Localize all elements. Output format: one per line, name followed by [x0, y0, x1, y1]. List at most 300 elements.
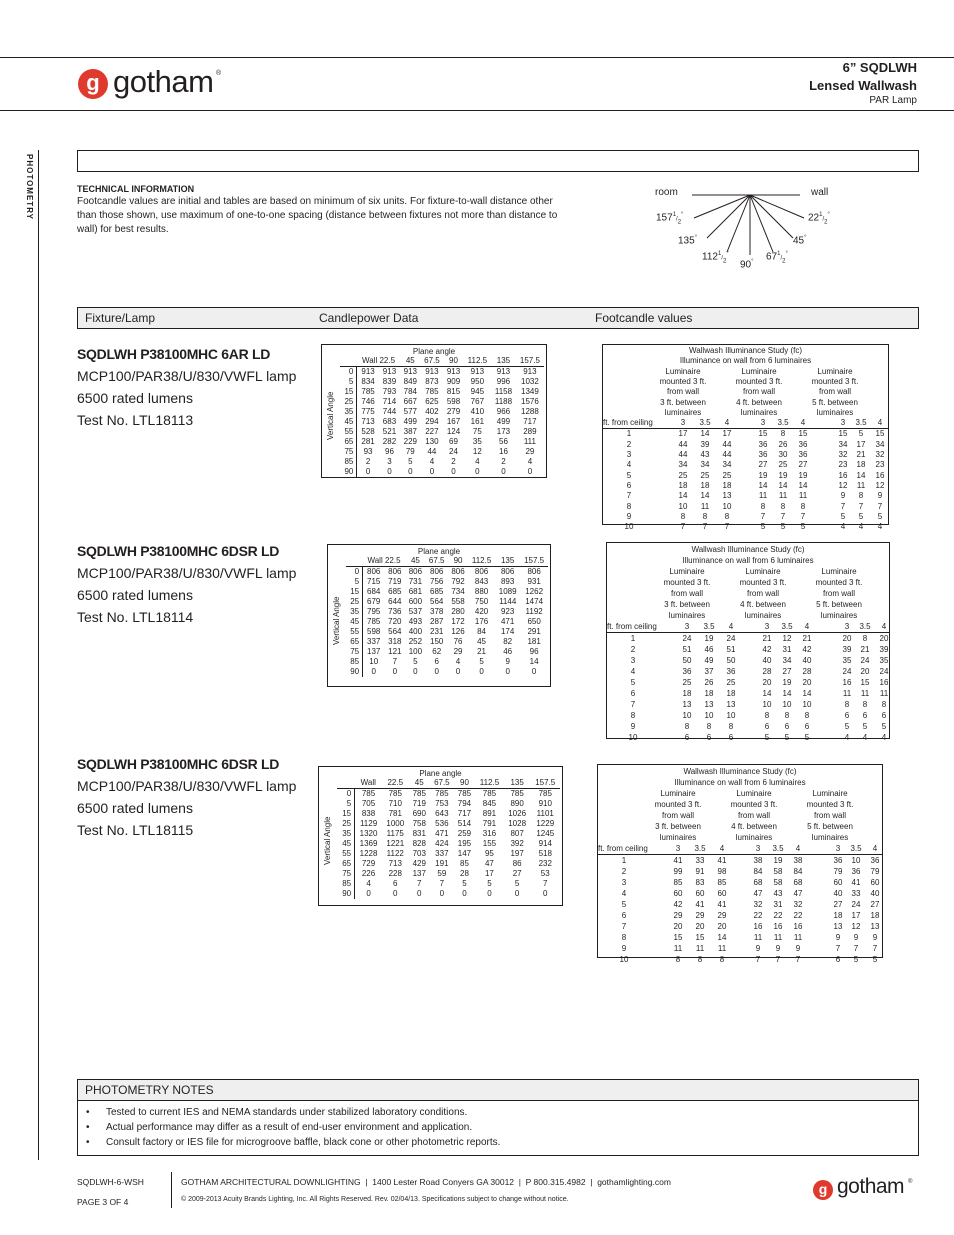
fc-title2: Illuminance on wall from 6 luminaires — [674, 778, 806, 787]
cp-cell: 729 — [361, 859, 376, 868]
fc-cell: 11 — [700, 501, 710, 511]
fc-cell: 25 — [726, 678, 736, 687]
fc-cell: 8 — [780, 429, 786, 439]
cp-cell: 794 — [457, 799, 472, 808]
cp-cell: 643 — [435, 809, 449, 818]
fc-cell: 18 — [700, 480, 710, 490]
fc-sub-header: 3.5 — [859, 622, 871, 631]
fc-group-header: from wall — [661, 811, 694, 820]
cp-cell: 195 — [457, 839, 472, 848]
cp-cell: 4 — [455, 657, 461, 666]
cp-cell: 681 — [408, 587, 423, 596]
cp-cell: 849 — [403, 377, 417, 386]
footer-logo-icon: g — [813, 1180, 833, 1200]
fc-cell: 41 — [695, 900, 705, 909]
fc-cell: 40 — [870, 889, 880, 898]
cp-cell: 1349 — [521, 387, 539, 396]
fc-cell: 85 — [717, 878, 727, 887]
cp-cell: 172 — [451, 617, 465, 626]
cp-cell: 75 — [346, 647, 363, 657]
fc-cell: 22 — [753, 911, 763, 920]
cp-cell: 913 — [425, 367, 439, 376]
fc-group-header: from wall — [670, 589, 703, 598]
fc-cell: 18 — [856, 460, 866, 470]
cp-cell: 807 — [510, 829, 524, 838]
fc-cell: 12 — [838, 480, 848, 490]
fc-group-header: 5 ft. between — [807, 822, 853, 831]
cp-cell: 0 — [475, 467, 480, 476]
fc-cell: 14 — [798, 480, 808, 490]
cp-cell: 0 — [393, 889, 398, 898]
fc-cell: 21 — [802, 634, 812, 643]
fc-cell: 10 — [678, 501, 688, 511]
fc-sub-header: 4 — [881, 622, 887, 631]
cp-row — [340, 437, 544, 447]
fc-title1: Wallwash Illuminance Study (fc) — [683, 767, 797, 776]
fc-cell: 25 — [700, 470, 710, 480]
cp-header-row — [337, 778, 560, 789]
cp-cell: 4 — [475, 457, 480, 466]
fc-cell: 13 — [726, 700, 736, 709]
fc-group-header: luminaires — [735, 833, 773, 842]
fc-group-header: from wall — [746, 589, 779, 598]
fc-sub-header: 3.5 — [703, 622, 715, 631]
fc-cell: 7 — [872, 944, 878, 953]
fc-cell: 36 — [682, 667, 692, 676]
fc-cell: 8 — [626, 501, 632, 511]
fc-cell: 60 — [870, 878, 880, 887]
cp-cell: 731 — [408, 577, 423, 586]
cp-cell: 0 — [417, 889, 422, 898]
cp-cell: 55 — [340, 427, 357, 437]
cp-cell: 781 — [388, 809, 402, 818]
fc-cell: 13 — [870, 922, 880, 931]
fc-cell: 5 — [881, 722, 887, 731]
page-title-line2: Lensed Wallwash — [809, 78, 917, 93]
fc-cell: 60 — [695, 889, 705, 898]
cp-cell: 713 — [388, 859, 402, 868]
fc-cell: 2 — [621, 867, 627, 876]
fc-group-header: Luminaire — [665, 366, 701, 376]
plane-angle-label: Plane angle — [417, 547, 461, 556]
fc-sub-header: 4 — [877, 418, 883, 428]
cp-cell: 910 — [538, 799, 552, 808]
cp-cell: 625 — [425, 397, 439, 406]
fc-group-header: Luminaire — [745, 567, 781, 576]
fc-cell: 14 — [700, 429, 710, 439]
fc-cell: 5 — [626, 470, 632, 480]
fc-cell: 7 — [724, 522, 730, 532]
fc-cell: 32 — [875, 450, 885, 459]
fc-cell: 9 — [853, 933, 859, 942]
fc-sub-header: 3.5 — [694, 844, 706, 853]
fc-cell: 9 — [775, 944, 781, 953]
cp-cell: 1320 — [359, 829, 378, 838]
fc-cell: 6 — [784, 722, 790, 731]
cp-header-cell: 67.5 — [434, 778, 450, 787]
cp-row — [340, 447, 544, 457]
footcandle-table — [602, 344, 889, 532]
fc-group-header: Luminaire — [669, 567, 705, 576]
fc-cell: 10 — [726, 711, 736, 720]
fc-cell: 28 — [762, 667, 772, 676]
cp-row — [340, 387, 544, 397]
fc-cell: 60 — [673, 889, 683, 898]
fc-group-header: from wall — [737, 811, 770, 820]
cp-cell: 891 — [482, 809, 497, 818]
cp-cell: 197 — [510, 849, 524, 858]
fc-cell: 16 — [842, 678, 852, 687]
fc-cell: 31 — [782, 645, 792, 654]
cp-cell: 528 — [361, 427, 375, 436]
cp-cell: 1089 — [498, 587, 517, 596]
fc-cell: 38 — [793, 856, 803, 865]
cp-cell: 5 — [514, 879, 520, 888]
fc-cell: 18 — [682, 689, 692, 698]
cp-header-blank — [346, 556, 363, 567]
cp-header-cell: 157.5 — [535, 778, 556, 787]
fc-cell: 68 — [753, 878, 763, 887]
cp-cell: 785 — [361, 387, 375, 396]
cp-cell: 5 — [340, 377, 357, 387]
fc-cell: 7 — [840, 501, 846, 511]
product-test: Test No. LTL18114 — [77, 609, 194, 625]
cp-cell: 471 — [500, 617, 515, 626]
cp-cell: 0 — [392, 667, 398, 676]
cp-cell: 90 — [340, 467, 357, 477]
cp-cell: 909 — [446, 377, 461, 386]
fc-sub-header: 3 — [835, 844, 841, 853]
fc-cell: 8 — [764, 711, 770, 720]
cp-cell: 410 — [470, 407, 485, 416]
fc-cell: 36 — [726, 667, 736, 676]
fc-cell: 34 — [782, 656, 792, 665]
cp-cell: 35 — [472, 437, 482, 446]
cp-header-cell: Wall 22.5 — [361, 356, 396, 365]
fc-group-header: mounted 3 ft. — [806, 800, 854, 809]
cp-cell: 966 — [496, 407, 511, 416]
fc-cell: 31 — [773, 900, 783, 909]
fc-group-header: Luminaire — [821, 567, 857, 576]
fc-sub-header: 3 — [684, 622, 690, 631]
fc-group-header: 3 ft. between — [660, 397, 706, 407]
cp-cell: 834 — [361, 377, 375, 386]
cp-row — [346, 607, 548, 617]
cp-cell: 514 — [457, 819, 472, 828]
candlepower-table — [327, 544, 551, 687]
cp-cell: 785 — [425, 387, 439, 396]
fc-cell: 15 — [695, 933, 705, 942]
angle-diagram — [640, 180, 850, 280]
cp-cell: 287 — [430, 617, 444, 626]
cp-cell: 231 — [430, 627, 444, 636]
fc-cell: 10 — [628, 733, 638, 742]
fc-cell: 8 — [675, 955, 681, 964]
fc-cell: 51 — [682, 645, 692, 654]
fc-cell: 21 — [856, 450, 866, 459]
cp-cell: 558 — [451, 597, 465, 606]
cp-cell: 65 — [340, 437, 357, 447]
fc-sub-header: 3.5 — [781, 622, 793, 631]
cp-cell: 710 — [388, 799, 402, 808]
fc-cell: 20 — [802, 678, 812, 687]
cp-cell: 46 — [503, 647, 513, 656]
fc-cell: 11 — [773, 933, 783, 942]
cp-cell: 75 — [472, 427, 482, 436]
cp-cell: 931 — [527, 577, 541, 586]
fc-cell: 8 — [862, 634, 868, 643]
cp-cell: 7 — [439, 879, 445, 888]
product-test: Test No. LTL18115 — [77, 822, 194, 838]
fc-cell: 36 — [758, 439, 768, 449]
cp-cell: 318 — [388, 637, 402, 646]
cp-cell: 0 — [455, 667, 461, 676]
cp-cell: 1032 — [521, 377, 539, 386]
cp-cell: 667 — [403, 397, 417, 406]
vertical-angle-label: Vertical Angle — [332, 596, 341, 645]
cp-cell: 176 — [474, 617, 489, 626]
fc-cell: 84 — [793, 867, 803, 876]
fc-cell: 9 — [835, 933, 841, 942]
fc-cell: 51 — [726, 645, 736, 654]
cp-cell: 913 — [361, 367, 375, 376]
cp-cell: 93 — [363, 447, 373, 456]
cp-cell: 734 — [451, 587, 465, 596]
fc-cell: 19 — [778, 470, 788, 480]
fc-cell: 8 — [724, 511, 730, 521]
cp-cell: 229 — [403, 437, 417, 446]
fc-cell: 1 — [621, 856, 627, 865]
fc-cell: 13 — [722, 491, 732, 501]
cp-cell: 44 — [427, 447, 437, 456]
cp-cell: 756 — [430, 577, 444, 586]
cp-cell: 5 — [408, 457, 413, 466]
fc-cell: 5 — [630, 678, 636, 687]
fc-cell: 41 — [717, 856, 727, 865]
cp-cell: 815 — [446, 387, 461, 396]
fc-cell: 8 — [680, 511, 686, 521]
fc-cell: 4 — [858, 522, 864, 532]
fc-cell: 41 — [851, 878, 861, 887]
cp-row — [346, 597, 548, 607]
cp-cell: 84 — [477, 627, 487, 636]
note-item: • Tested to current IES and NEMA standards under stabilized laboratory conditions. — [78, 1105, 500, 1120]
footer-divider — [171, 1172, 172, 1208]
cp-row — [337, 839, 560, 849]
fc-sub-header: 4 — [872, 844, 878, 853]
footcandle-table — [597, 764, 883, 964]
cp-row — [340, 417, 544, 427]
side-label: PHOTOMETRY — [25, 154, 34, 221]
cp-cell: 14 — [529, 657, 539, 666]
fc-cell: 25 — [722, 470, 732, 480]
cp-cell: 913 — [523, 367, 537, 376]
fc-cell: 5 — [872, 955, 878, 964]
fc-group-header: Luminaire — [660, 789, 696, 798]
cp-cell: 0 — [527, 467, 533, 476]
fc-cell: 36 — [798, 439, 808, 449]
cp-cell: 35 — [346, 607, 363, 617]
fc-cell: 40 — [802, 656, 812, 665]
tech-info-title: TECHNICAL INFORMATION — [77, 184, 195, 194]
fc-cell: 32 — [793, 900, 803, 909]
fc-cell: 4 — [877, 522, 883, 532]
cp-cell: 471 — [435, 829, 449, 838]
fc-cell: 41 — [717, 900, 727, 909]
fc-cell: 26 — [704, 678, 714, 687]
angle-135-label: 135° — [678, 235, 698, 247]
footer-brand-reg: ® — [908, 1179, 913, 1185]
cp-cell: 0 — [501, 467, 506, 476]
fc-cell: 22 — [773, 911, 783, 920]
cp-cell: 85 — [346, 657, 363, 667]
fc-group-header: 3 ft. between — [664, 600, 710, 609]
notes-bar — [77, 1079, 919, 1101]
cp-cell: 0 — [479, 667, 484, 676]
cp-header-cell: 135 — [500, 556, 515, 565]
cp-cell: 85 — [460, 859, 469, 868]
vertical-angle-label: Vertical Angle — [326, 391, 335, 440]
fc-cell: 7 — [775, 955, 781, 964]
cp-cell: 85 — [340, 457, 357, 467]
fc-sub-header: 3 — [764, 622, 770, 631]
fc-cell: 29 — [717, 911, 727, 920]
cp-cell: 259 — [457, 829, 472, 838]
fc-cell: 60 — [833, 878, 843, 887]
fc-cell: 37 — [704, 667, 714, 676]
fc-cell: 7 — [760, 511, 766, 521]
cp-cell: 564 — [430, 597, 444, 606]
fc-cell: 23 — [838, 460, 848, 470]
fc-cell: 20 — [695, 922, 705, 931]
fc-cell: 25 — [678, 470, 688, 480]
cp-cell: 7 — [392, 657, 398, 666]
fc-cell: 28 — [802, 667, 812, 676]
cp-header-blank — [337, 778, 355, 789]
fc-cell: 6 — [862, 711, 868, 720]
cp-cell: 95 — [484, 849, 494, 858]
note-item: • Consult factory or IES file for microgroove baffle, black cone or other photometric reports. — [78, 1135, 500, 1150]
cp-cell: 45 — [346, 617, 363, 627]
cp-row — [346, 667, 548, 677]
cp-cell: 831 — [412, 829, 426, 838]
cp-cell: 282 — [382, 437, 397, 446]
fc-row-label: ft. from ceiling — [598, 844, 648, 853]
cp-cell: 55 — [337, 849, 355, 859]
fc-sub-header: 3.5 — [777, 418, 789, 428]
fc-cell: 35 — [879, 656, 889, 665]
cp-cell: 806 — [500, 567, 515, 576]
cp-row — [346, 577, 548, 587]
cp-cell: 913 — [496, 367, 511, 376]
fc-sub-header: 3 — [760, 418, 766, 428]
cp-cell: 59 — [437, 869, 447, 878]
fc-cell: 11 — [753, 933, 763, 942]
fc-cell: 17 — [856, 439, 866, 449]
fc-cell: 4 — [881, 733, 887, 742]
cp-cell: 232 — [538, 859, 552, 868]
cp-header-cell: 45 — [405, 356, 415, 365]
cp-cell: 150 — [430, 637, 444, 646]
fc-cell: 10 — [682, 711, 692, 720]
cp-cell: 1129 — [359, 819, 378, 828]
cp-cell: 1262 — [525, 587, 544, 596]
fc-cell: 15 — [838, 429, 848, 439]
fc-group-header: mounted 3 ft. — [815, 578, 863, 587]
cp-cell: 893 — [500, 577, 515, 586]
cp-cell: 126 — [451, 627, 465, 636]
cp-row — [337, 859, 560, 869]
cp-cell: 65 — [346, 637, 363, 647]
cp-cell: 5 — [462, 879, 467, 888]
col-footcandle: Footcandle values — [595, 311, 693, 325]
product-lumens: 6500 rated lumens — [77, 800, 193, 816]
fc-cell: 20 — [860, 667, 870, 676]
cp-header-cell: 157.5 — [519, 356, 540, 365]
fc-cell: 85 — [673, 878, 683, 887]
fc-group-header: from wall — [666, 387, 699, 397]
cp-cell: 1175 — [386, 829, 404, 838]
cp-cell: 785 — [435, 789, 449, 798]
fc-cell: 19 — [773, 856, 783, 865]
cp-cell: 785 — [510, 789, 524, 798]
fc-cell: 4 — [862, 733, 868, 742]
cp-cell: 499 — [496, 417, 511, 426]
cp-cell: 996 — [496, 377, 511, 386]
cp-cell: 167 — [446, 417, 461, 426]
brand-name: gotham — [113, 64, 214, 99]
cp-cell: 0 — [346, 567, 363, 578]
cp-cell: 767 — [470, 397, 485, 406]
fc-cell: 18 — [722, 480, 732, 490]
cp-cell: 828 — [412, 839, 426, 848]
fc-cell: 15 — [673, 933, 683, 942]
fc-cell: 8 — [804, 711, 810, 720]
cp-header-row — [340, 356, 544, 367]
product-lamp: MCP100/PAR38/U/830/VWFL lamp — [77, 778, 297, 794]
cp-cell: 137 — [412, 869, 426, 878]
fc-sub-header: 4 — [724, 418, 730, 428]
candlepower-grid — [346, 556, 548, 677]
fc-cell: 27 — [798, 460, 808, 470]
fc-group-header: luminaires — [740, 407, 778, 417]
cp-cell: 753 — [435, 799, 449, 808]
cp-cell: 715 — [367, 577, 381, 586]
fc-cell: 10 — [619, 955, 629, 964]
fc-cell: 8 — [862, 700, 868, 709]
cp-cell: 0 — [366, 889, 371, 898]
cp-cell: 56 — [499, 437, 508, 446]
cp-cell: 1188 — [494, 397, 513, 406]
fc-group-header: luminaires — [659, 833, 697, 842]
fc-cell: 34 — [875, 439, 885, 449]
cp-cell: 750 — [474, 597, 489, 606]
cp-cell: 806 — [388, 567, 402, 576]
cp-header-cell: 67.5 — [424, 356, 440, 365]
fc-cell: 7 — [626, 491, 632, 501]
fc-group-header: 4 ft. between — [731, 822, 777, 831]
fc-cell: 9 — [795, 944, 801, 953]
fc-cell: 6 — [881, 711, 887, 720]
fc-cell: 9 — [630, 722, 636, 731]
cp-header-cell: 112.5 — [471, 556, 492, 565]
fc-cell: 15 — [798, 429, 808, 439]
fc-cell: 46 — [704, 645, 714, 654]
fc-cell: 8 — [858, 491, 864, 501]
cp-cell: 25 — [337, 819, 355, 829]
fc-cell: 50 — [682, 656, 692, 665]
fc-cell: 5 — [877, 511, 883, 521]
